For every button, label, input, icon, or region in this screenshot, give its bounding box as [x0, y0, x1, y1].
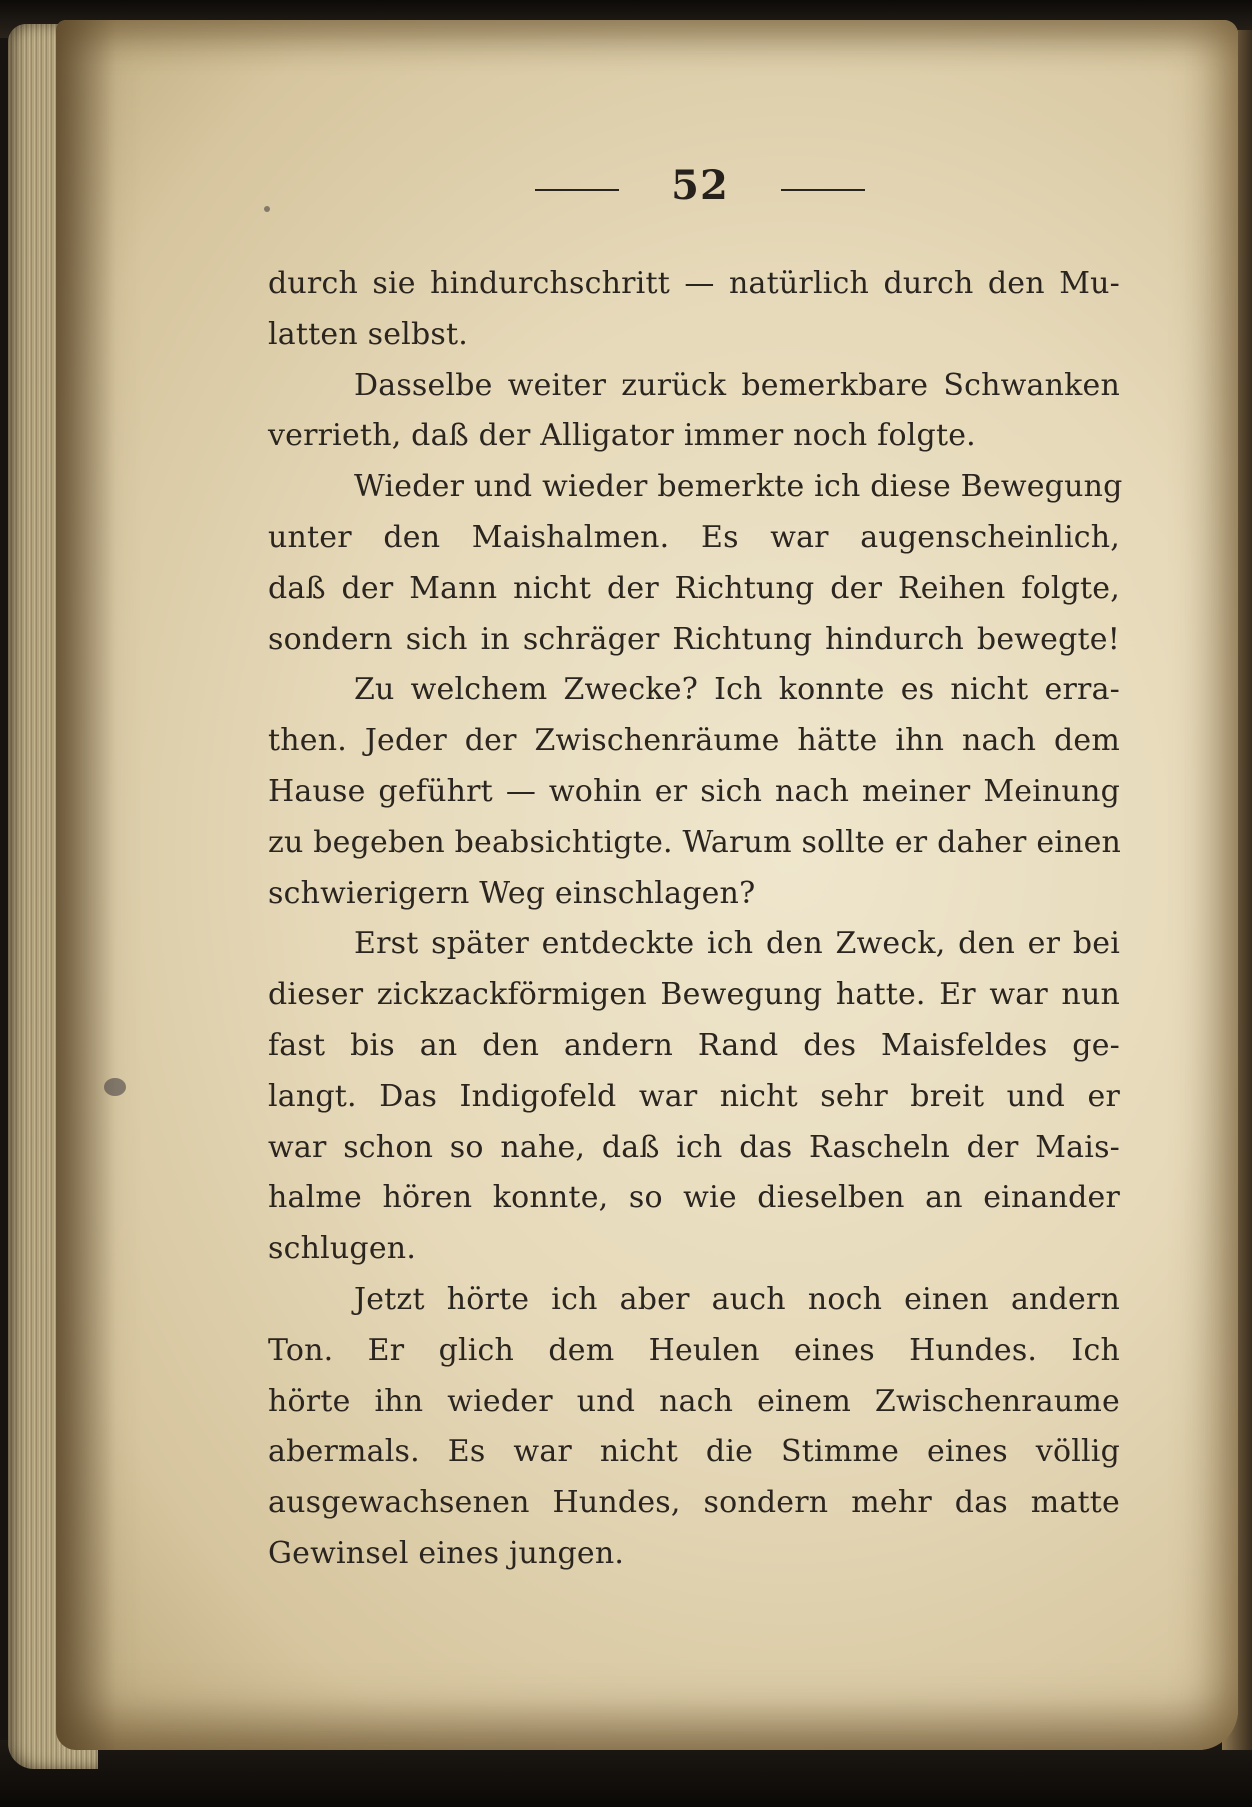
backdrop-bottom	[0, 1740, 1252, 1807]
text-line: Ton. Er glich dem Heulen eines Hundes. Ich	[268, 1332, 1120, 1368]
text-line: halme hören konnte, so wie dieselben an einander	[268, 1180, 1120, 1216]
text-line: sondern sich in schräger Richtung hindurch bewegte!	[268, 621, 1120, 657]
text-line: langt. Das Indigofeld war nicht sehr breit und er	[268, 1078, 1120, 1114]
text-line: war schon so nahe, daß ich das Rascheln der Mais-	[268, 1129, 1120, 1165]
text-line: daß der Mann nicht der Richtung der Reihen folgte,	[268, 570, 1120, 606]
text-line: hörte ihn wieder und nach einem Zwischenraume	[268, 1383, 1120, 1419]
gutter-shadow	[56, 20, 116, 1750]
text-line: Zu welchem Zwecke? Ich konnte es nicht erra-	[354, 672, 1120, 708]
text-line: dieser zickzackförmigen Bewegung hatte. Er war nun	[268, 977, 1120, 1013]
text-line: latten selbst.	[268, 316, 468, 352]
text-line: Erst später entdeckte ich den Zweck, den er bei	[354, 926, 1120, 962]
text-line: Wieder und wieder bemerkte ich diese Bewegung	[354, 469, 1123, 505]
page-number: 52	[671, 162, 729, 209]
ink-speck	[264, 206, 270, 212]
text-line: zu begeben beabsichtigte. Warum sollte er daher einen	[268, 824, 1122, 860]
text-line: Hause geführt — wohin er sich nach meiner Meinung	[268, 773, 1120, 809]
text-line: Jetzt hörte ich aber auch noch einen andern	[354, 1281, 1120, 1317]
header-rule-right	[781, 189, 865, 191]
text-line: ausgewachsenen Hundes, sondern mehr das matte	[268, 1485, 1120, 1521]
text-line: fast bis an den andern Rand des Maisfeldes ge-	[268, 1027, 1120, 1063]
text-line: schlugen.	[268, 1231, 417, 1267]
text-line: Gewinsel eines jungen.	[268, 1535, 625, 1571]
ink-blot	[104, 1078, 126, 1096]
text-line: then. Jeder der Zwischenräume hätte ihn nach dem	[268, 723, 1120, 759]
text-line: schwierigern Weg einschlagen?	[268, 875, 756, 911]
text-line: durch sie hindurchschritt — natürlich durch den Mu-	[268, 266, 1120, 301]
text-line: verrieth, daß der Alligator immer noch folgte.	[268, 418, 976, 454]
text-line: unter den Maishalmen. Es war augenscheinlich,	[268, 519, 1120, 555]
page-header	[535, 158, 865, 218]
body-text	[268, 259, 1123, 1580]
text-line: Dasselbe weiter zurück bemerkbare Schwanken	[354, 367, 1120, 403]
text-line: abermals. Es war nicht die Stimme eines völlig	[268, 1434, 1120, 1470]
